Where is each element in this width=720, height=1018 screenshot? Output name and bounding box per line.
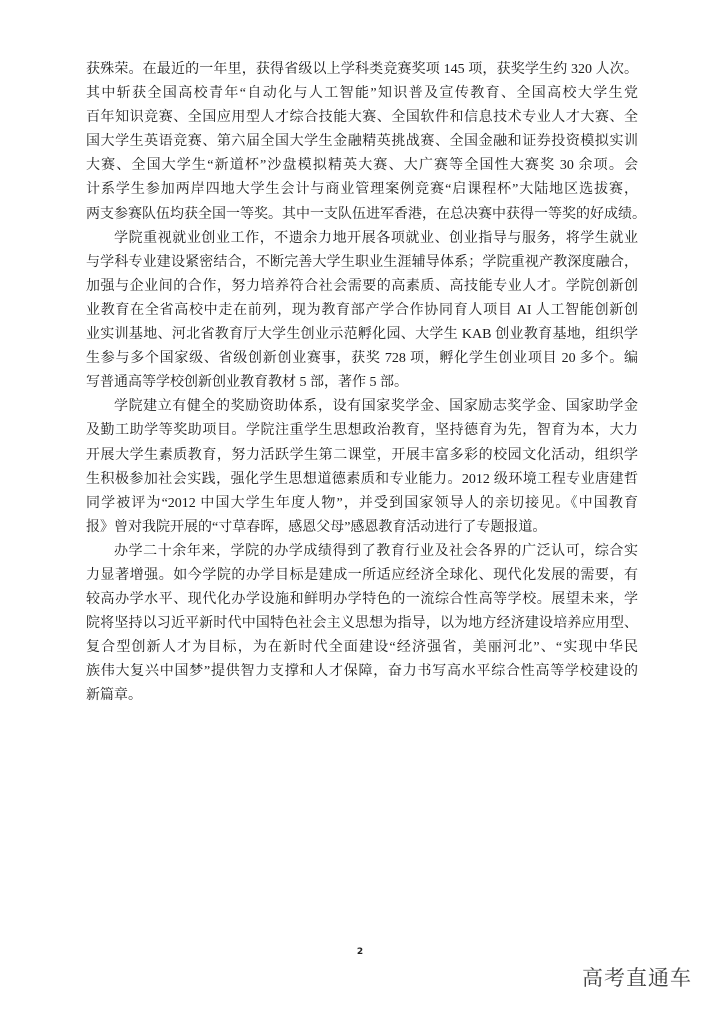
text-line: 复合型创新人才为目标，为在新时代全面建设“经济强省，美丽河北”、“实现中华民: [86, 640, 638, 656]
text-line: 族伟大复兴中国梦”提供智力支撑和人才保障，奋力书写高水平综合性高等学校建设的: [86, 664, 638, 680]
watermark: 高考直通车: [582, 966, 692, 990]
text-line: 业实训基地、河北省教育厅大学生创业示范孵化园、大学生 KAB 创业教育基地，组织学: [86, 327, 638, 343]
text-line: 院将坚持以习近平新时代中国特色社会主义思想为指导，以为地方经济建设培养应用型、: [86, 616, 638, 632]
text-line: 办学二十余年来，学院的办学成绩得到了教育行业及社会各界的广泛认可，综合实: [114, 543, 638, 559]
text-line: 计系学生参加两岸四地大学生会计与商业管理案例竞赛“启课程杯”大陆地区选拔赛，: [86, 182, 638, 198]
paragraph-awards: [86, 58, 646, 227]
paragraph-scholarships: [86, 395, 638, 540]
text-line: 百年知识竞赛、全国应用型人才综合技能大赛、全国软件和信息技术专业人才大赛、全: [86, 110, 638, 126]
text-line: 力显著增强。如今学院的办学目标是建成一所适应经济全球化、现代化发展的需要，有: [86, 567, 638, 583]
paragraph-outlook: [86, 540, 638, 709]
text-line: 加强与企业间的合作，努力培养符合社会需要的高素质、高技能专业人才。学院创新创: [86, 278, 638, 294]
text-line: 学院重视就业创业工作，不遗余力地开展各项就业、创业指导与服务，将学生就业: [114, 230, 638, 246]
text-line: 开展大学生素质教育，努力活跃学生第二课堂，开展丰富多彩的校园文化活动，组织学: [86, 447, 638, 463]
text-line: 及勤工助学等奖助项目。学院注重学生思想政治教育，坚持德育为先，智育为本，大力: [86, 423, 638, 439]
text-line: 生积极参加社会实践，强化学生思想道德素质和专业能力。2012 级环境工程专业唐建哲: [86, 471, 638, 487]
text-line: 与学科专业建设紧密结合，不断完善大学生职业生涯辅导体系；学院重视产教深度融合，: [86, 254, 638, 270]
text-line: 国大学生英语竞赛、第六届全国大学生金融精英挑战赛、全国金融和证券投资模拟实训: [86, 134, 638, 150]
text-line: 其中斩获全国高校青年“自动化与人工智能”知识普及宣传教育、全国高校大学生党: [86, 86, 638, 102]
text-line: 业教育在全省高校中走在前列，现为教育部产学合作协同育人项目 AI 人工智能创新创: [86, 302, 638, 318]
text-line: 新篇章。: [86, 688, 142, 704]
page-number: 2: [356, 947, 364, 957]
text-line: 学院建立有健全的奖励资助体系，设有国家奖学金、国家励志奖学金、国家助学金: [114, 399, 638, 415]
text-line: 生参与多个国家级、省级创新创业赛事，获奖 728 项，孵化学生创业项目 20 多个。编: [86, 351, 638, 367]
paragraph-employment: [86, 227, 638, 396]
text-line: 两支参赛队伍均获全国一等奖。其中一支队伍进军香港，在总决赛中获得一等奖的好成绩。: [86, 206, 646, 222]
body-text: [86, 58, 646, 709]
text-line: 同学被评为“2012 中国大学生年度人物”，并受到国家领导人的亲切接见。《中国教育: [86, 495, 638, 511]
text-line: 写普通高等学校创新创业教育教材 5 部，著作 5 部。: [86, 375, 408, 391]
text-line: 较高办学水平、现代化办学设施和鲜明办学特色的一流综合性高等学校。展望未来，学: [86, 592, 638, 608]
text-line: 获殊荣。在最近的一年里，获得省级以上学科类竞赛奖项 145 项，获奖学生约 320 人次。: [86, 62, 638, 77]
text-line: 报》曾对我院开展的“寸草春晖，感恩父母”感恩教育活动进行了专题报道。: [86, 519, 547, 535]
text-line: 大赛、全国大学生“新道杯”沙盘模拟精英大赛、大广赛等全国性大赛奖 30 余项。会: [86, 158, 638, 174]
